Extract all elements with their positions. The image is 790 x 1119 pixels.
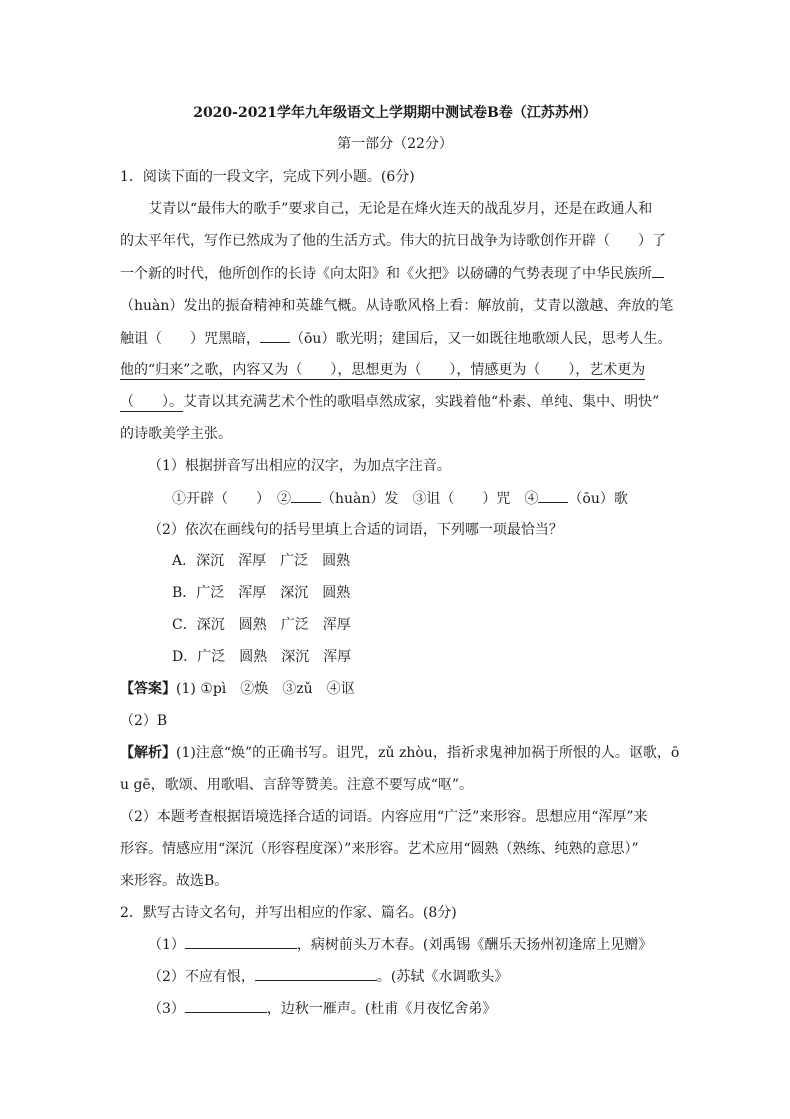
option-c: C．深沉 圆熟 广泛 浑厚 (172, 617, 351, 633)
analysis-line: 来形容。故选B。 (120, 873, 229, 889)
passage-line: 的太平年代，写作已然成为了他的生活方式。伟大的抗日战争为诗歌创作开辟（ ）了 (120, 233, 666, 249)
document-title: 2020-2021学年九年级语文上学期期中测试卷B卷（江苏苏州） (193, 105, 597, 121)
answer-label: 【答案】 (120, 681, 176, 697)
answer-line: 【答案】(1) ①pì ②焕 ③zǔ ④讴 (120, 681, 355, 697)
analysis-line: 形容。情感应用“深沉（形容程度深）”来形容。艺术应用“圆熟（熟练、纯熟的意思）” (120, 841, 639, 857)
recitation-item: （3） ，边秋一雁声。(杜甫《月夜忆舍弟》 (148, 998, 496, 1019)
recitation-item: （2）不应有恨， 。(苏轼《水调歌头》 (148, 966, 508, 987)
fill-blank (185, 934, 297, 949)
passage-line: 一个新的时代，他所创作的长诗《向太阳》和《火把》以磅礴的气势表现了中华民族所 (120, 263, 664, 284)
analysis-line: u gē，歌颂、用歌唱、言辞等赞美。注意不要写成“呕”。 (120, 777, 474, 793)
passage-line: （huàn）发出的振奋精神和英雄气概。从诗歌风格上看：解放前，艾青以激越、奔放的笔 (120, 298, 674, 314)
option-a: A．深沉 浑厚 广泛 圆熟 (172, 553, 351, 569)
analysis-line: 【解析】(1)注意“焕”的正确书写。诅咒，zǔ zhòu，指祈求鬼神加祸于所恨的人。讴歌，ō (120, 745, 680, 761)
fill-blank (291, 488, 321, 503)
option-d: D．广泛 圆熟 深沉 浑厚 (172, 649, 352, 665)
recitation-item: （1） ，病树前头万木春。(刘禹锡《酬乐天扬州初逢席上见赠》 (148, 934, 652, 955)
fill-blank (538, 488, 568, 503)
analysis-label: 【解析】 (120, 745, 176, 761)
fill-blank (185, 998, 267, 1013)
fill-blank (260, 328, 290, 343)
passage-line: 触诅（ ）咒黑暗， （ōu）歌光明；建国后，又一如既往地歌颂人民，思考人生。 (120, 328, 671, 349)
question-2-stem: 2．默写古诗文名句，并写出相应的作家、篇名。(8分) (120, 905, 457, 921)
analysis-line: （2）本题考查根据语境选择合适的词语。内容应用“广泛”来形容。思想应用“浑厚”来 (120, 809, 648, 825)
fill-blank (652, 263, 664, 278)
sub-question-1-items: ①开辟（ ） ② （huàn）发 ③诅（ ）咒 ④ （ōu）歌 (172, 488, 628, 509)
passage-line: （ ）。艾青以其充满艺术个性的歌唱卓然成家，实践着他“朴素、单纯、集中、明快” (120, 394, 660, 410)
sub-question-2: （2）依次在画线句的括号里填上合适的词语，下列哪一项最恰当？ (148, 522, 563, 538)
passage-line: 的诗歌美学主张。 (120, 426, 232, 442)
option-b: B．广泛 浑厚 深沉 圆熟 (172, 585, 351, 601)
fill-blank (255, 966, 377, 981)
passage-line: 艾青以“最伟大的歌手”要求自己，无论是在烽火连天的战乱岁月，还是在政通人和 (148, 201, 653, 217)
answer-line: （2）B (120, 713, 168, 729)
part-heading: 第一部分（22分） (337, 136, 453, 152)
question-1-stem: 1．阅读下面的一段文字，完成下列小题。(6分) (120, 169, 415, 185)
sub-question-1: （1）根据拼音写出相应的汉字，为加点字注音。 (148, 458, 451, 474)
underlined-passage-line: 他的“归来”之歌，内容又为（ ），思想更为（ ），情感更为（ ），艺术更为 (120, 362, 646, 378)
